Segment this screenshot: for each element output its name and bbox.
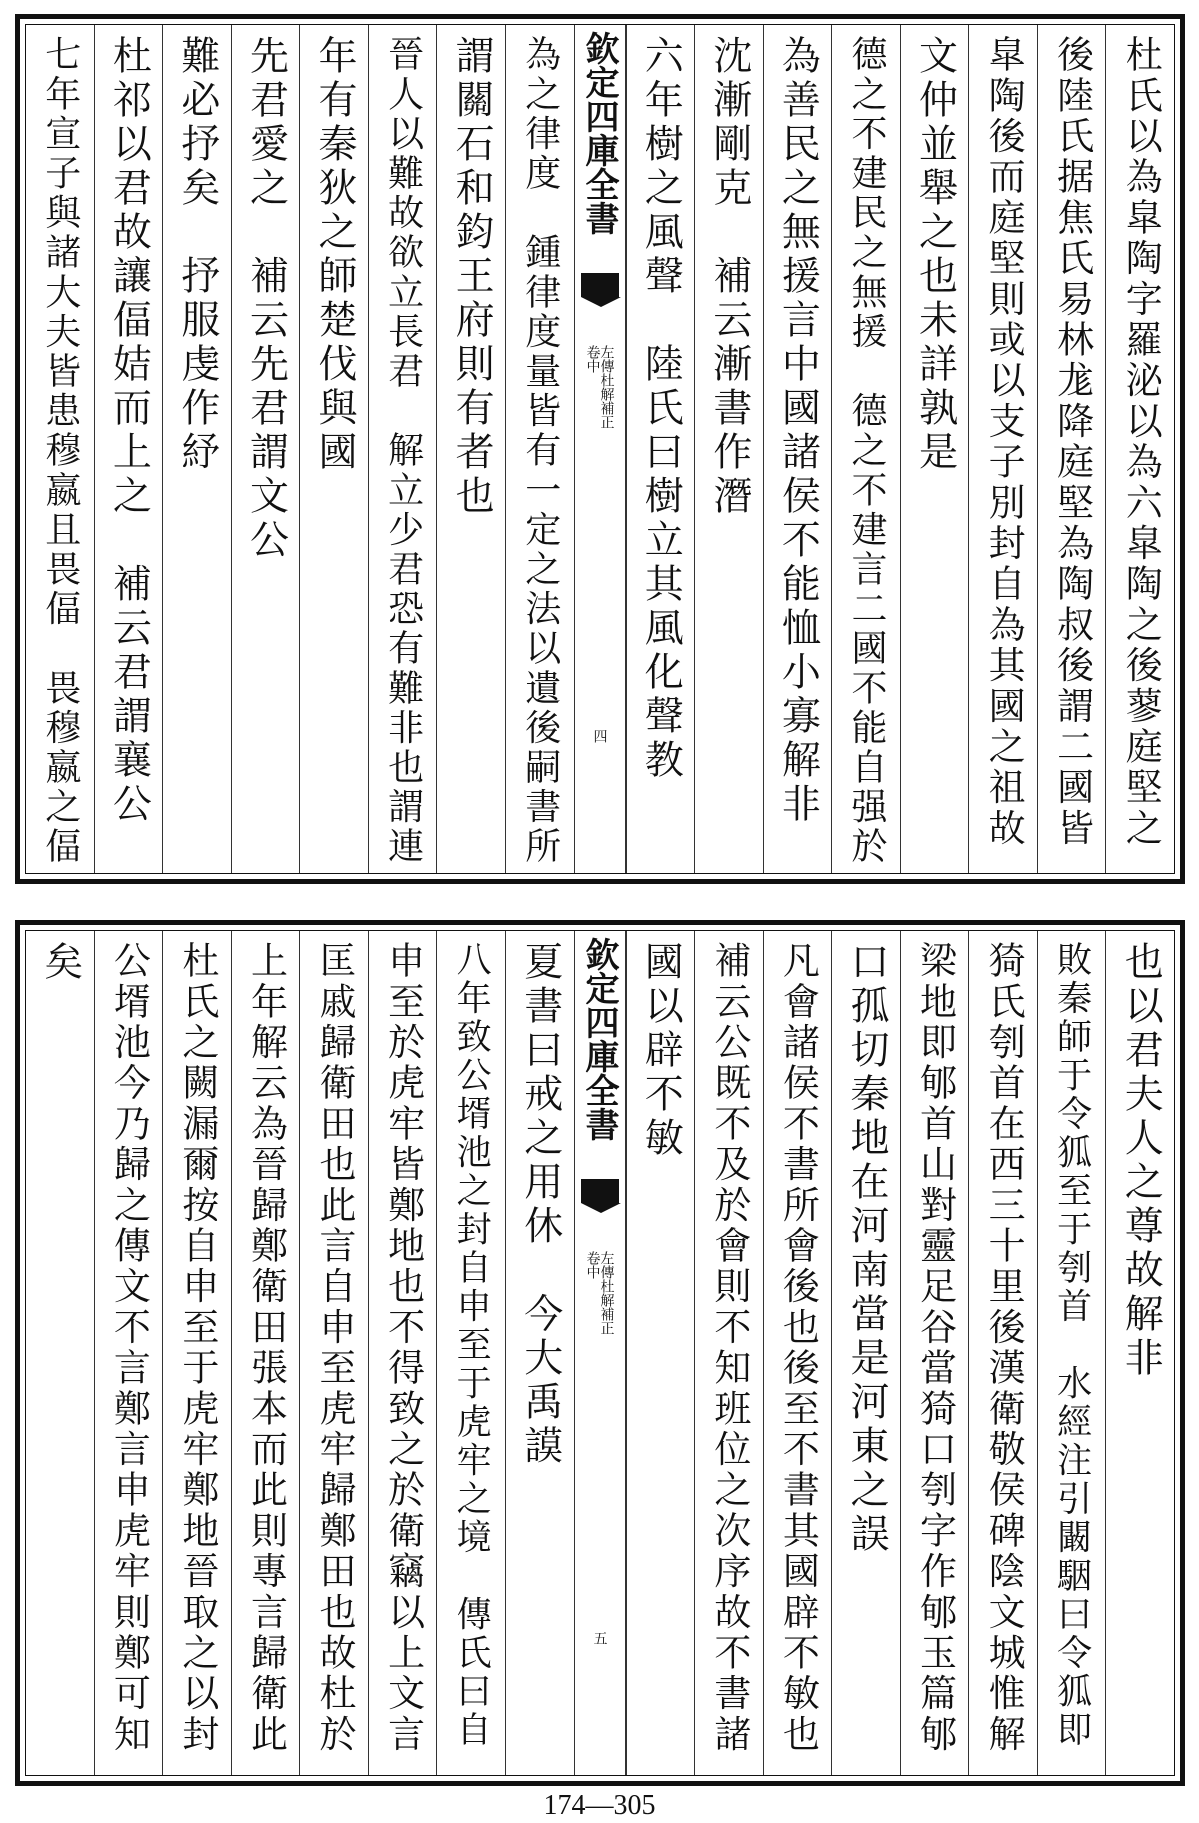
text-column [968, 25, 1037, 873]
column-text: 年有秦狄之師楚伐與國 [312, 35, 358, 475]
column-text: 謂關石和鈞王府則有者也 [449, 35, 495, 519]
fish-tail-mark-icon [581, 1179, 619, 1203]
column-text: 難必抒矣 抒服虔作紓 [174, 35, 220, 475]
text-column [436, 25, 505, 873]
text-column [626, 931, 695, 1775]
spine-subtitle: 左傳杜解補正 [598, 1251, 615, 1335]
column-text: 沈漸剛克 補云漸書作潛 [706, 35, 752, 519]
text-column [368, 931, 437, 1775]
column-text: 敗秦師于令狐至于刳首 水經注引闞駰曰令狐即 [1051, 941, 1092, 1750]
column-text: 皐陶後而庭堅則或以支子別封自為其國之祖故 [982, 35, 1026, 849]
column-text: 國以辟不敏 [638, 941, 684, 1161]
upper-page-columns [25, 24, 1175, 874]
column-text: 也以君夫人之尊故解非 [1118, 941, 1164, 1381]
text-column [94, 931, 163, 1775]
spine-volume: 卷中 [584, 1251, 601, 1279]
text-column [299, 25, 368, 873]
upper-page [15, 14, 1185, 884]
column-text: 八年致公壻池之封自申至于虎牢之境 傳氏曰自 [451, 941, 492, 1750]
text-column [900, 25, 969, 873]
fish-tail-mark-icon [581, 273, 619, 297]
text-column [26, 25, 94, 873]
text-column [436, 931, 505, 1775]
text-column [831, 931, 900, 1775]
column-text: 後陸氏据焦氏易林尨降庭堅為陶叔後謂二國皆 [1050, 35, 1094, 849]
lower-page [15, 920, 1185, 1786]
column-text: 矣 [37, 941, 83, 985]
text-column [94, 25, 163, 873]
column-text: 杜祁以君故讓偪姞而上之 補云君謂襄公 [106, 35, 152, 827]
text-column [1105, 931, 1174, 1775]
column-text: 凡會諸侯不書所會後也後至不書其國辟不敏也 [776, 941, 820, 1755]
page-footer-number: 174—305 [543, 1790, 656, 1821]
column-text: 六年樹之風聲 陸氏曰樹立其風化聲教 [638, 35, 684, 783]
column-text: 杜氏以為皐陶字羅泌以為六皐陶之後蓼庭堅之 [1119, 35, 1163, 849]
text-column [626, 25, 695, 873]
spine-subtitle: 左傳杜解補正 [598, 345, 615, 429]
book-title: 欽定四庫全書 [579, 31, 619, 235]
column-text: 杜氏之闕漏爾按自申至于虎牢鄭地晉取之以封 [175, 941, 219, 1755]
column-text: 猗氏刳首在西三十里後漢衛敬侯碑陰文城惟解 [982, 941, 1026, 1755]
book-title: 欽定四庫全書 [579, 937, 619, 1141]
column-text: 先君愛之 補云先君謂文公 [243, 35, 289, 563]
text-column [368, 25, 437, 873]
text-column [694, 25, 763, 873]
column-text: 匡戚歸衛田也此言自申至虎牢歸鄭田也故杜於 [313, 941, 357, 1755]
text-column [1037, 25, 1106, 873]
text-column [231, 931, 300, 1775]
text-column [231, 25, 300, 873]
column-text: 德之不建民之無援 德之不建言二國不能自强於 [845, 35, 887, 867]
lower-page-columns [25, 930, 1175, 1776]
text-column [505, 25, 574, 873]
text-column [763, 25, 832, 873]
spine-volume: 卷中 [584, 345, 601, 373]
column-text: 梁地即郇首山對靈足谷當猗口刳字作郇玉篇郇 [913, 941, 957, 1755]
center-spine [574, 25, 626, 873]
text-column [763, 931, 832, 1775]
column-text: 申至於虎牢皆鄭地也不得致之於衛竊以上文言 [381, 941, 425, 1755]
column-text: 公壻池今乃歸之傳文不言鄭言申虎牢則鄭可知 [107, 941, 151, 1755]
column-text: 七年宣子與諸大夫皆患穆嬴且畏偪 畏穆嬴之偪 [39, 35, 81, 867]
column-text: 夏書曰戒之用休 今大禹謨 [517, 941, 563, 1469]
column-text: 上年解云為晉歸鄭衛田張本而此則專言歸衛此 [244, 941, 288, 1755]
column-text: 補云公既不及於會則不知班位之次序故不書諸 [707, 941, 751, 1755]
text-column [831, 25, 900, 873]
column-text: 為之律度 鍾律度量皆有一定之法以遺後嗣書所 [519, 35, 561, 867]
column-text: 晉人以難故欲立長君 解立少君恐有難非也謂連 [382, 35, 424, 867]
text-column [1105, 25, 1174, 873]
text-column [299, 931, 368, 1775]
column-text: 口孤切秦地在河南當是河東之誤 [843, 941, 889, 1557]
text-column [162, 931, 231, 1775]
text-column [162, 25, 231, 873]
text-column [968, 931, 1037, 1775]
text-column [900, 931, 969, 1775]
text-column [1037, 931, 1106, 1775]
text-column [694, 931, 763, 1775]
text-column [505, 931, 574, 1775]
spine-page-number: 四 [591, 729, 608, 743]
center-spine [574, 931, 626, 1775]
text-column [26, 931, 94, 1775]
column-text: 文仲並舉之也未詳孰是 [912, 35, 958, 475]
spine-page-number: 五 [591, 1631, 608, 1645]
column-text: 為善民之無援言中國諸侯不能恤小寡解非 [775, 35, 821, 827]
